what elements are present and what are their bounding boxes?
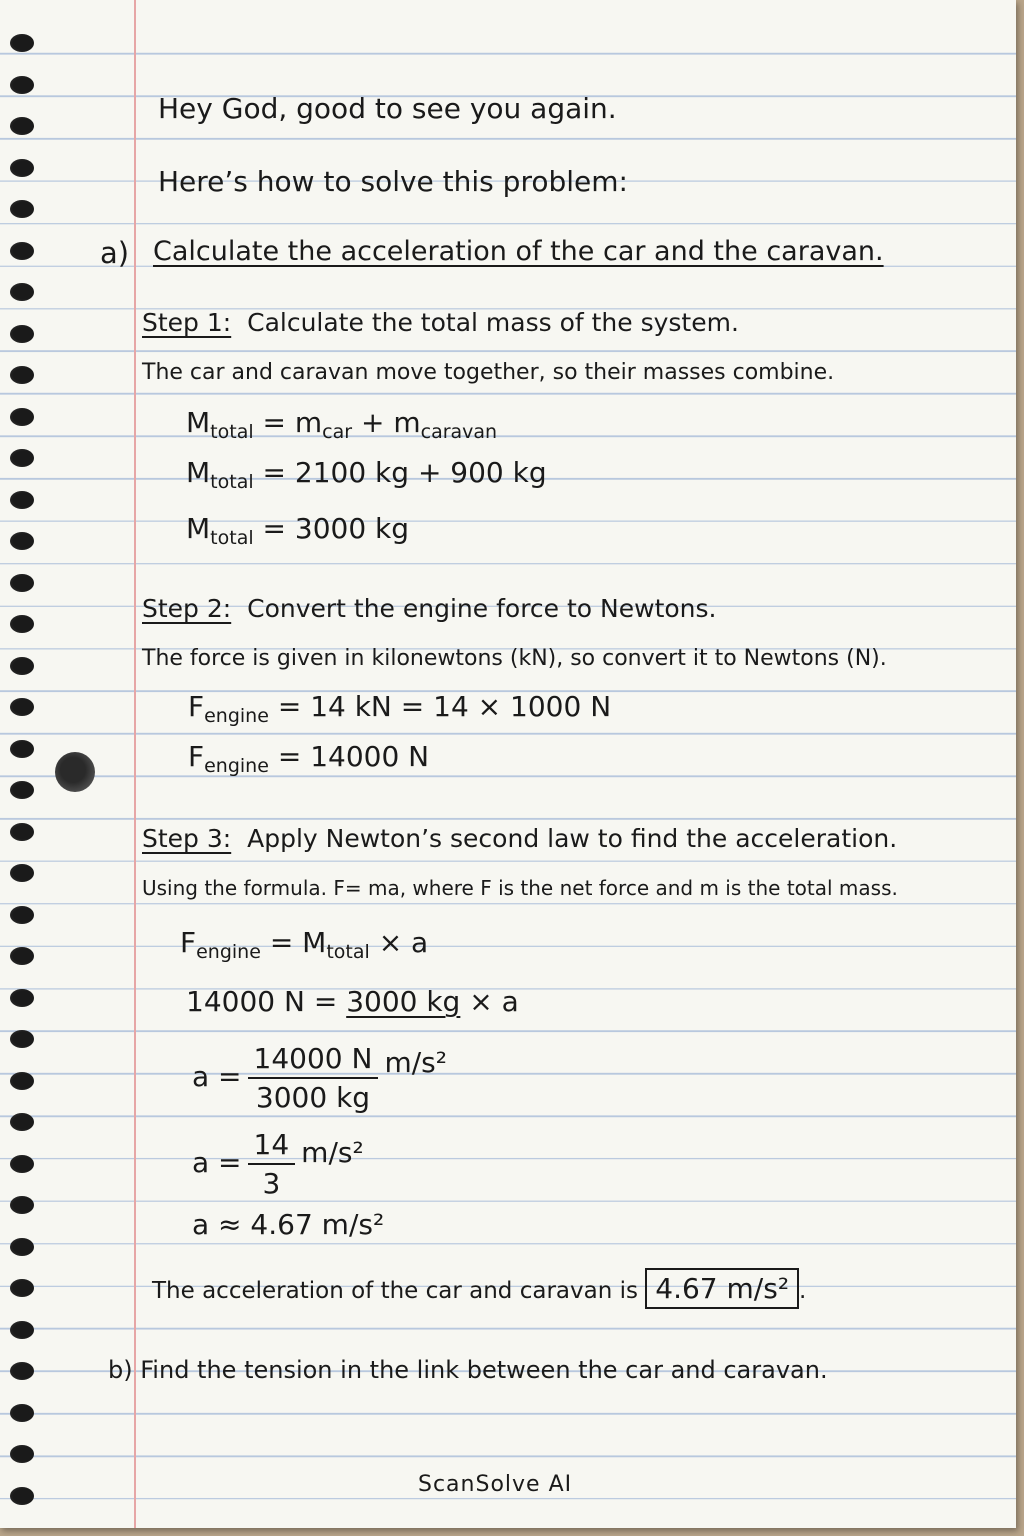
spiral-hole bbox=[10, 1445, 34, 1463]
spiral-hole bbox=[10, 989, 34, 1007]
spiral-hole bbox=[10, 532, 34, 550]
spiral-hole bbox=[10, 947, 34, 965]
step3-eq4 bbox=[192, 1128, 364, 1200]
eq-lhs: M bbox=[186, 512, 211, 545]
spiral-hole bbox=[10, 1196, 34, 1214]
spiral-hole bbox=[10, 449, 34, 467]
step3-eq3 bbox=[192, 1042, 447, 1114]
part-b-title: Find the tension in the link between the car and caravan. bbox=[140, 1356, 828, 1384]
part-a-title: Calculate the acceleration of the car and the caravan. bbox=[153, 236, 884, 267]
punch-hole bbox=[55, 752, 95, 792]
spiral-hole bbox=[10, 1362, 34, 1380]
spiral-hole bbox=[10, 1487, 34, 1505]
step1-label: Step 1: bbox=[142, 308, 232, 337]
eq-sub: car bbox=[322, 421, 353, 443]
answer-box: 4.67 m/s² bbox=[645, 1268, 799, 1309]
greeting: Hey God, good to see you again. bbox=[158, 92, 617, 125]
step3-eq5: a ≈ 4.67 m/s² bbox=[192, 1208, 385, 1241]
step2-title: Convert the engine force to Newtons. bbox=[247, 594, 717, 623]
conclusion-text: The acceleration of the car and caravan is bbox=[152, 1278, 638, 1304]
step3-label: Step 3: bbox=[142, 824, 232, 853]
step3-eq1 bbox=[180, 926, 428, 963]
eq-lhs: M bbox=[186, 406, 211, 439]
spiral-hole bbox=[10, 242, 34, 260]
spiral-hole bbox=[10, 76, 34, 94]
spiral-hole bbox=[10, 906, 34, 924]
spiral-hole bbox=[10, 574, 34, 592]
spiral-hole bbox=[10, 366, 34, 384]
eq-sub: total bbox=[210, 421, 254, 443]
spiral-hole bbox=[10, 1279, 34, 1297]
eq-sub: engine bbox=[204, 705, 269, 727]
step1-eq2 bbox=[186, 456, 547, 493]
eq-lhs: F bbox=[180, 926, 197, 959]
eq-rhs: × a bbox=[460, 985, 519, 1018]
eq-sub: total bbox=[326, 941, 370, 963]
step1-title: Calculate the total mass of the system. bbox=[247, 308, 739, 337]
step3-eq2 bbox=[186, 985, 519, 1018]
spiral-hole bbox=[10, 1155, 34, 1173]
fraction-numerator: 14 bbox=[248, 1128, 296, 1165]
eq-rhs: = 2100 kg + 900 kg bbox=[262, 456, 547, 489]
eq-lhs: a = bbox=[192, 1146, 242, 1179]
eq-lhs: F bbox=[188, 740, 205, 773]
eq-rhs: = m bbox=[262, 406, 323, 439]
spiral-hole bbox=[10, 325, 34, 343]
spiral-hole bbox=[10, 159, 34, 177]
eq-sub: engine bbox=[196, 941, 261, 963]
spiral-hole bbox=[10, 1030, 34, 1048]
spiral-hole bbox=[10, 1238, 34, 1256]
footer-brand: ScanSolve AI bbox=[418, 1472, 573, 1497]
spiral-hole bbox=[10, 117, 34, 135]
eq-mid: = M bbox=[260, 926, 327, 959]
eq-rhs: = 3000 kg bbox=[262, 512, 410, 545]
conclusion-period: . bbox=[799, 1278, 807, 1304]
eq-lhs: F bbox=[188, 690, 205, 723]
eq-unit: m/s² bbox=[384, 1046, 447, 1079]
spiral-hole bbox=[10, 491, 34, 509]
spiral-hole bbox=[10, 283, 34, 301]
spiral-hole bbox=[10, 823, 34, 841]
spiral-hole bbox=[10, 864, 34, 882]
step2-eq2 bbox=[188, 740, 429, 777]
eq-sub: engine bbox=[204, 755, 269, 777]
step1-heading bbox=[142, 308, 739, 337]
spiral-hole bbox=[10, 200, 34, 218]
spiral-hole bbox=[10, 34, 34, 52]
fraction-numerator: 14000 N bbox=[248, 1042, 379, 1079]
spiral-hole bbox=[10, 1113, 34, 1131]
step1-eq3 bbox=[186, 512, 409, 549]
step1-note: The car and caravan move together, so their masses combine. bbox=[142, 360, 835, 385]
eq-mid: 3000 kg bbox=[346, 985, 461, 1018]
eq-lhs: M bbox=[186, 456, 211, 489]
spiral-hole bbox=[10, 698, 34, 716]
part-b-label: b) bbox=[108, 1356, 133, 1384]
conclusion-line bbox=[152, 1272, 806, 1305]
step2-label: Step 2: bbox=[142, 594, 232, 623]
eq-lhs: a = bbox=[192, 1060, 242, 1093]
spiral-hole bbox=[10, 781, 34, 799]
eq-lhs: 14000 N = bbox=[186, 985, 347, 1018]
step3-note: Using the formula. F= ma, where F is the net force and m is the total mass. bbox=[142, 876, 898, 900]
step2-heading bbox=[142, 594, 716, 623]
intro: Here’s how to solve this problem: bbox=[158, 165, 628, 198]
margin-line bbox=[134, 0, 136, 1528]
spiral-hole bbox=[10, 657, 34, 675]
part-a-label: a) bbox=[100, 236, 130, 270]
part-b-line bbox=[108, 1356, 828, 1384]
step1-eq1 bbox=[186, 406, 497, 443]
eq-rhs: = 14 kN = 14 × 1000 N bbox=[277, 690, 612, 723]
step3-title: Apply Newton’s second law to find the acceleration. bbox=[247, 824, 898, 853]
spiral-hole bbox=[10, 1404, 34, 1422]
fraction-denominator: 3000 kg bbox=[255, 1081, 371, 1114]
spiral-hole bbox=[10, 1072, 34, 1090]
fraction bbox=[248, 1042, 379, 1114]
spiral-hole bbox=[10, 615, 34, 633]
eq-rhs: = 14000 N bbox=[277, 740, 430, 773]
spiral-hole bbox=[10, 408, 34, 426]
step2-eq1 bbox=[188, 690, 611, 727]
spiral-hole bbox=[10, 1321, 34, 1339]
eq-sub: total bbox=[210, 471, 254, 493]
spiral-hole bbox=[10, 740, 34, 758]
eq-rhs: + m bbox=[352, 406, 421, 439]
eq-sub: caravan bbox=[420, 421, 498, 443]
step3-heading bbox=[142, 824, 897, 853]
fraction-denominator: 3 bbox=[262, 1167, 281, 1200]
eq-sub: total bbox=[210, 527, 254, 549]
step2-note: The force is given in kilonewtons (kN), so convert it to Newtons (N). bbox=[142, 646, 887, 671]
fraction bbox=[248, 1128, 296, 1200]
eq-rhs: × a bbox=[369, 926, 429, 959]
eq-unit: m/s² bbox=[301, 1136, 364, 1169]
